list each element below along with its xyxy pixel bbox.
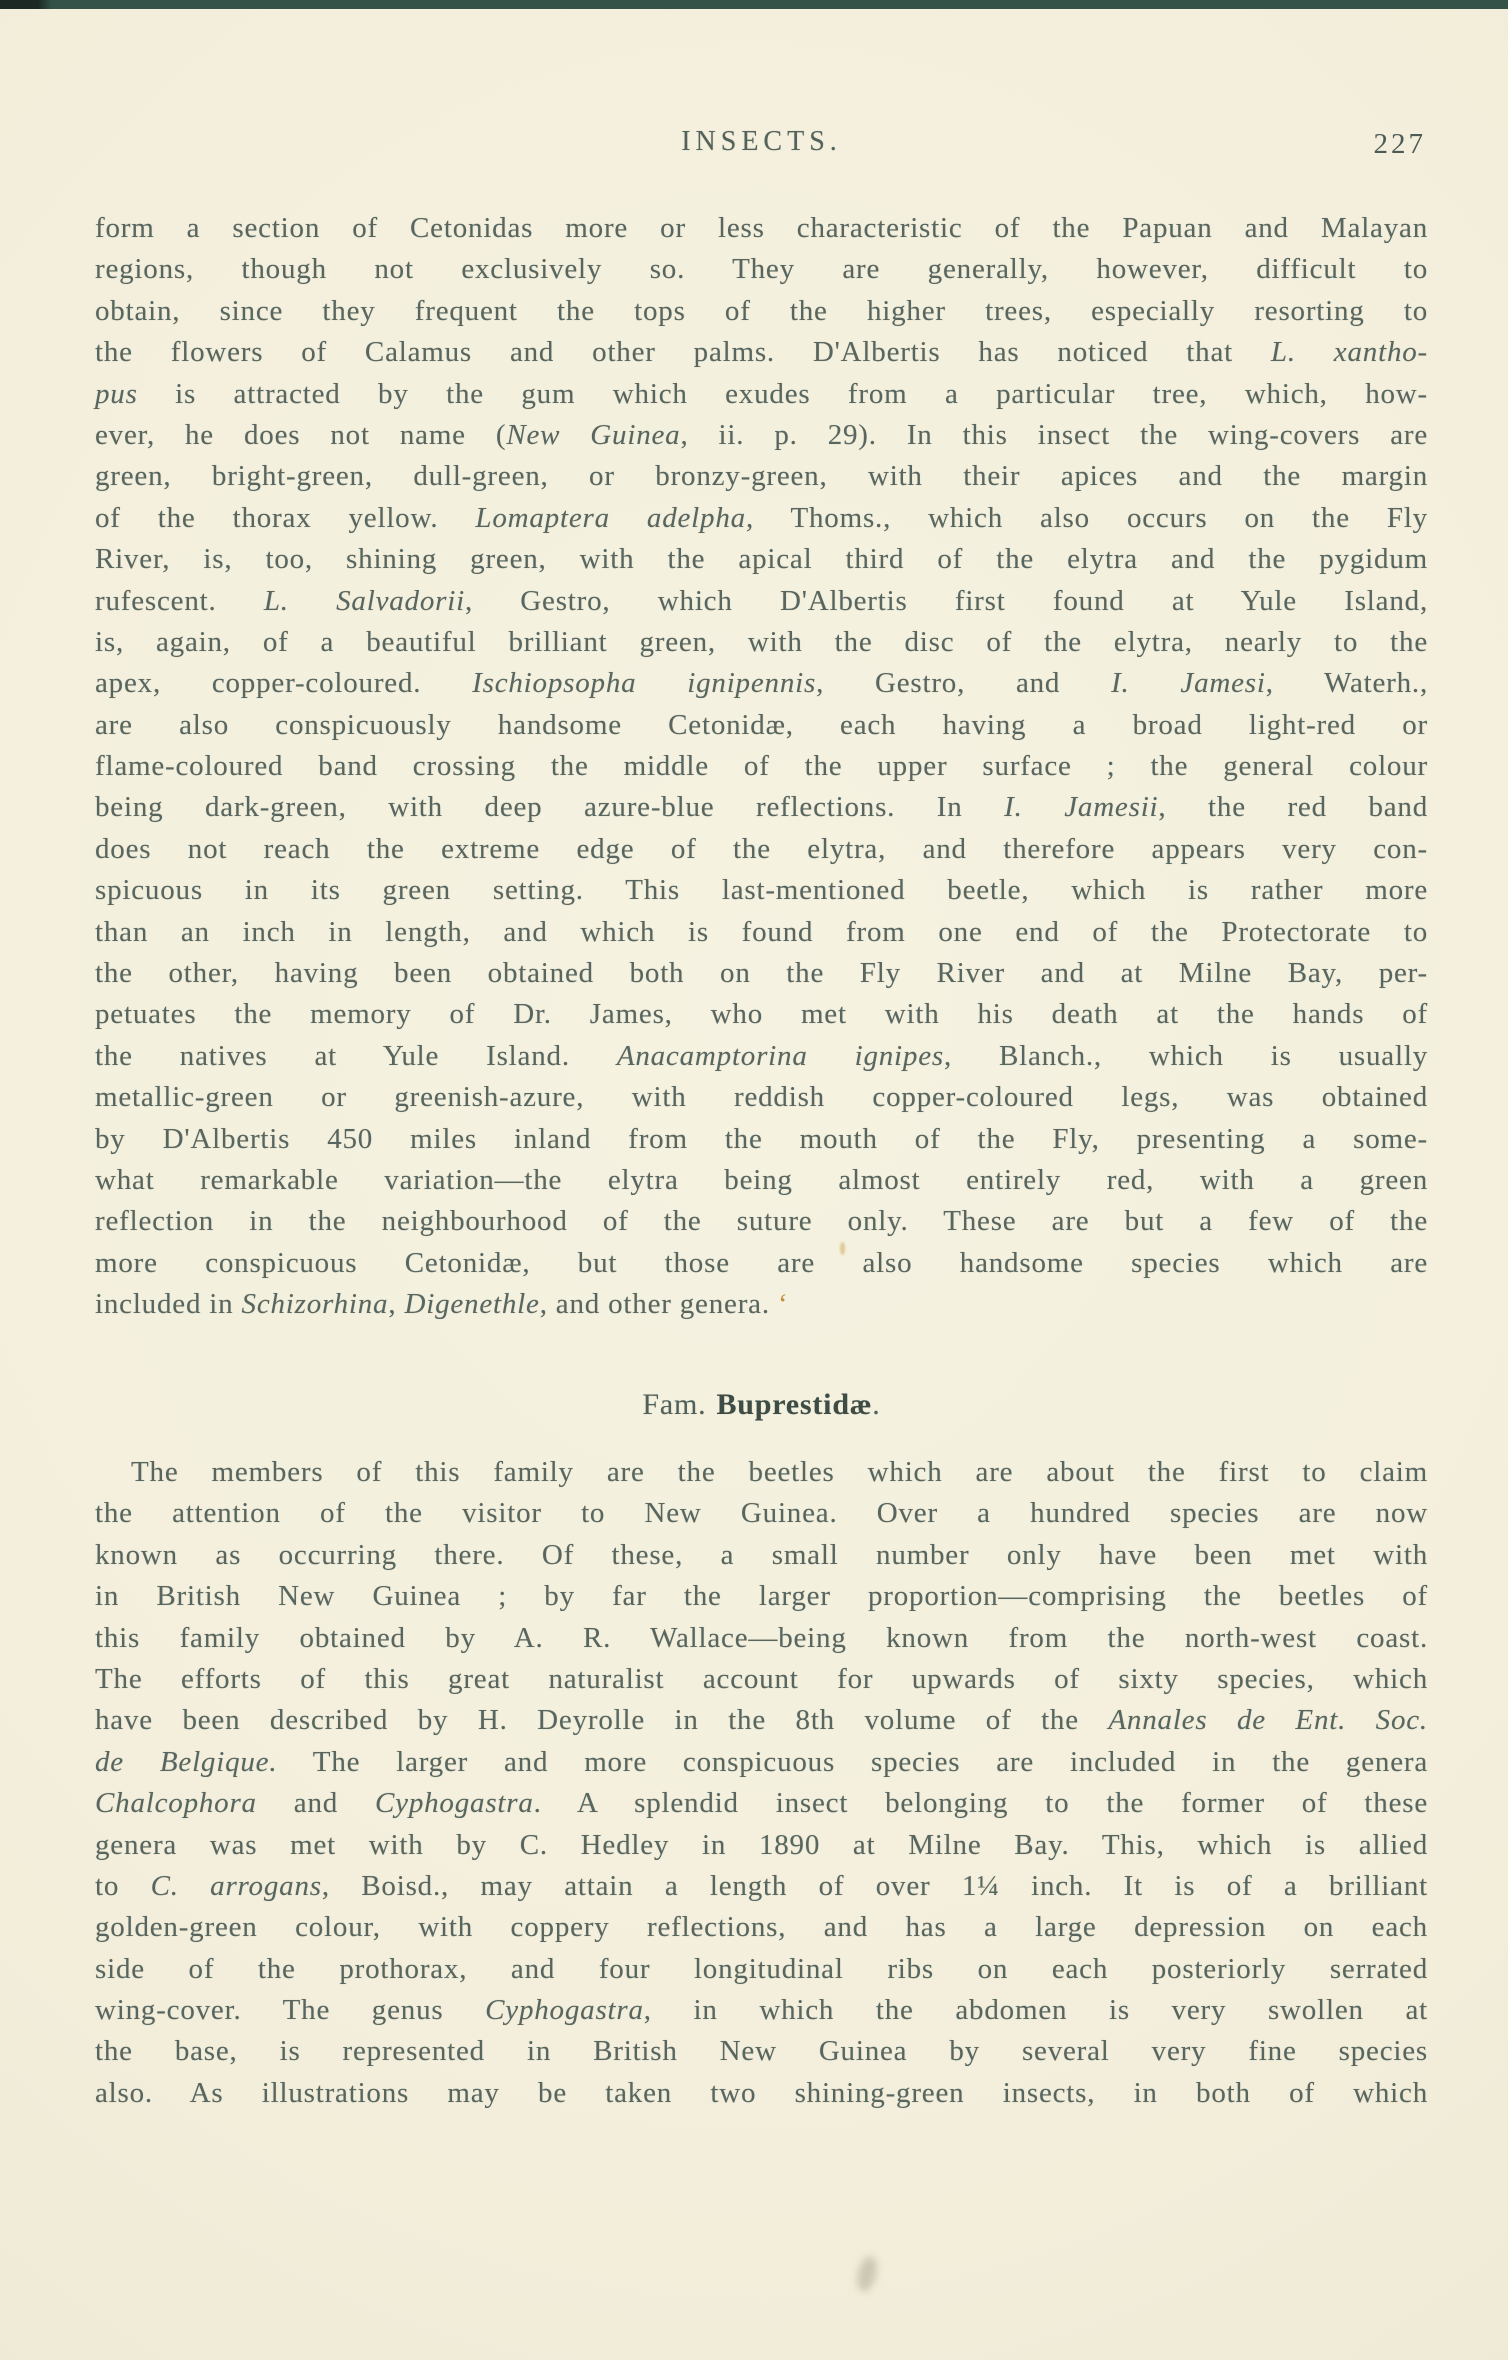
text-line	[95, 622, 1428, 663]
text-segment: genera was met with by C. Hedley in 1890 at Milne Bay. This, which is allied	[95, 1828, 1428, 1861]
text-line	[95, 663, 1428, 704]
text-line	[95, 1452, 1428, 1493]
italic-text-segment: I. Jamesi	[1111, 667, 1266, 700]
text-line	[95, 1618, 1428, 1659]
text-segment: side of the prothorax, and four longitudinal ribs on each posteriorly serrated	[95, 1952, 1428, 1985]
text-segment: does not reach the extreme edge of the elytra, and therefore appears very con-	[95, 832, 1428, 865]
text-line	[95, 1284, 1428, 1325]
text-segment: , Gestro, and	[816, 667, 1112, 700]
text-segment: of the thorax yellow.	[95, 501, 476, 534]
italic-text-segment: L. xantho-	[1270, 336, 1428, 369]
ink-mark-artifact: ʻ	[777, 1288, 789, 1321]
text-line	[95, 456, 1428, 497]
text-line	[95, 539, 1428, 580]
text-line	[95, 581, 1428, 622]
text-segment: in British New Guinea ; by far the larger proportion—comprising the beetles of	[95, 1580, 1428, 1613]
text-segment: ,	[388, 1288, 405, 1321]
text-line	[95, 1866, 1428, 1907]
italic-text-segment: Chalcophora	[95, 1787, 257, 1820]
paragraph-cetonidas	[95, 208, 1428, 1326]
text-line	[95, 1243, 1428, 1284]
italic-text-segment: Annales de Ent. Soc.	[1108, 1704, 1428, 1737]
italic-text-segment: Cyphogastra	[485, 1994, 644, 2027]
text-line	[95, 1535, 1428, 1576]
text-segment: to	[95, 1869, 151, 1902]
running-title: INSECTS.	[681, 126, 842, 157]
text-line	[95, 1077, 1428, 1118]
text-line	[95, 374, 1428, 415]
italic-text-segment: Cyphogastra	[375, 1787, 534, 1820]
text-segment: what remarkable variation—the elytra being almost entirely red, with a green	[95, 1163, 1428, 1196]
text-segment: wing-cover. The genus	[95, 1994, 486, 2027]
text-segment: golden-green colour, with coppery reflections, and has a large depression on each	[95, 1911, 1428, 1944]
italic-text-segment: pus	[95, 377, 138, 410]
text-segment: petuates the memory of Dr. James, who met with his death at the hands of	[95, 998, 1428, 1031]
italic-text-segment: Lomaptera adelpha	[475, 501, 746, 534]
text-line	[95, 208, 1428, 249]
text-segment: the other, having been obtained both on the Fly River and at Milne Bay, per-	[95, 957, 1428, 990]
text-line	[95, 1907, 1428, 1948]
scan-edge-artifact	[0, 0, 1508, 9]
text-segment: , and other genera.	[539, 1288, 778, 1321]
text-segment: , Waterh.,	[1265, 667, 1429, 700]
text-line	[95, 705, 1428, 746]
text-line	[95, 1825, 1428, 1866]
paragraph-buprestidae	[95, 1452, 1428, 2114]
text-segment: this family obtained by A. R. Wallace—being known from the north-west coast.	[95, 1621, 1428, 1654]
italic-text-segment: L. Salvadorii	[263, 584, 465, 617]
italic-text-segment: Anacamptorina ignipes	[616, 1039, 944, 1072]
text-line	[95, 249, 1428, 290]
text-segment: spicuous in its green setting. This last-mentioned beetle, which is rather more	[95, 874, 1428, 907]
text-line	[95, 498, 1428, 539]
text-segment: , ii. p. 29). In this insect the wing-covers are	[680, 418, 1428, 451]
text-segment: green, bright-green, dull-green, or bronzy-green, with their apices and the margin	[95, 460, 1428, 493]
text-line	[95, 1493, 1428, 1534]
text-segment: apex, copper-coloured.	[95, 667, 473, 700]
text-line	[95, 1949, 1428, 1990]
text-segment: rufescent.	[95, 584, 264, 617]
text-segment: reflection in the neighbourhood of the suture only. These are but a few of the	[95, 1205, 1428, 1238]
text-line	[95, 870, 1428, 911]
text-line	[95, 1742, 1428, 1783]
text-segment: , in which the abdomen is very swollen at	[643, 1994, 1428, 2027]
text-segment: ever, he does not name (	[95, 418, 507, 451]
italic-text-segment: Schizorhina	[241, 1288, 389, 1321]
heading-suffix: .	[872, 1388, 881, 1421]
heading-prefix: Fam.	[642, 1388, 707, 1421]
text-line	[95, 912, 1428, 953]
text-segment: , the red band	[1158, 791, 1429, 824]
text-segment: , Thoms., which also occurs on the Fly	[745, 501, 1428, 534]
text-line	[95, 1160, 1428, 1201]
italic-text-segment: de Belgique.	[95, 1745, 278, 1778]
text-segment: River, is, too, shining green, with the apical third of the elytra and the pygidum	[95, 543, 1428, 576]
text-line	[95, 2031, 1428, 2072]
italic-text-segment: I. Jamesii	[1004, 791, 1159, 824]
section-heading	[95, 1388, 1428, 1422]
text-line	[95, 1576, 1428, 1617]
text-line	[95, 829, 1428, 870]
text-segment: the attention of the visitor to New Guinea. Over a hundred species are now	[95, 1497, 1428, 1530]
text-line	[95, 1119, 1428, 1160]
text-line	[95, 2073, 1428, 2114]
text-segment: by D'Albertis 450 miles inland from the mouth of the Fly, presenting a some-	[95, 1122, 1428, 1155]
text-segment: are also conspicuously handsome Cetonidæ, each having a broad light-red or	[95, 708, 1428, 741]
text-line	[95, 953, 1428, 994]
text-line	[95, 1990, 1428, 2031]
paper-speck-artifact	[840, 1242, 845, 1255]
text-segment: metallic-green or greenish-azure, with reddish copper-coloured legs, was obtained	[95, 1081, 1428, 1114]
italic-text-segment: Digenethle	[404, 1288, 540, 1321]
text-segment: the base, is represented in British New Guinea by several very fine species	[95, 2035, 1428, 2068]
text-segment: being dark-green, with deep azure-blue reflections. In	[95, 791, 1005, 824]
text-segment: regions, though not exclusively so. They are generally, however, difficult to	[95, 253, 1428, 286]
text-segment: is, again, of a beautiful brilliant green, with the disc of the elytra, nearly to the	[95, 625, 1428, 658]
page-number: 227	[1373, 128, 1426, 160]
italic-text-segment: C. arrogans	[150, 1869, 322, 1902]
heading-family-name: Buprestidæ	[716, 1388, 873, 1421]
text-line	[95, 415, 1428, 456]
text-line	[95, 787, 1428, 828]
text-segment: flame-coloured band crossing the middle of the upper surface ; the general colour	[95, 750, 1428, 783]
page-header	[95, 126, 1428, 170]
text-segment: the flowers of Calamus and other palms. D'Albertis has noticed that	[95, 336, 1271, 369]
text-segment: The efforts of this great naturalist account for upwards of sixty species, which	[95, 1662, 1428, 1695]
text-segment: also. As illustrations may be taken two shining-green insects, in both of which	[95, 2076, 1428, 2109]
text-line	[95, 1036, 1428, 1077]
text-line	[95, 1659, 1428, 1700]
text-segment: , Blanch., which is usually	[943, 1039, 1428, 1072]
text-segment: , Gestro, which D'Albertis first found at Yule Island,	[464, 584, 1428, 617]
text-segment: , Boisd., may attain a length of over 1¼ inch. It is of a brilliant	[321, 1869, 1428, 1902]
text-line	[95, 746, 1428, 787]
text-segment: The members of this family are the beetles which are about the first to claim	[131, 1456, 1428, 1488]
italic-text-segment: New Guinea	[506, 418, 681, 451]
text-line	[95, 332, 1428, 373]
text-line	[95, 1201, 1428, 1242]
italic-text-segment: Ischiopsopha ignipennis	[472, 667, 817, 700]
text-segment: than an inch in length, and which is found from one end of the Protectorate to	[95, 915, 1428, 948]
text-segment: form a section of Cetonidas more or less characteristic of the Papuan and Malayan	[95, 212, 1428, 244]
text-line	[95, 1700, 1428, 1741]
text-segment: more conspicuous Cetonidæ, but those are also handsome species which are	[95, 1246, 1428, 1279]
text-line	[95, 994, 1428, 1035]
text-segment: obtain, since they frequent the tops of the higher trees, especially resorting to	[95, 294, 1428, 327]
text-segment: . A splendid insect belonging to the former of these	[533, 1787, 1429, 1820]
text-line	[95, 291, 1428, 332]
text-segment: The larger and more conspicuous species are included in the genera	[277, 1745, 1429, 1778]
text-segment: included in	[95, 1288, 242, 1321]
text-segment: and	[256, 1787, 376, 1820]
scan-smudge-artifact	[854, 2254, 880, 2293]
text-segment: have been described by H. Deyrolle in the 8th volume of the	[95, 1704, 1109, 1737]
text-segment: known as occurring there. Of these, a small number only have been met with	[95, 1538, 1428, 1571]
text-line	[95, 1783, 1428, 1824]
text-segment: is attracted by the gum which exudes from a particular tree, which, how-	[137, 377, 1428, 410]
text-segment: the natives at Yule Island.	[95, 1039, 617, 1072]
